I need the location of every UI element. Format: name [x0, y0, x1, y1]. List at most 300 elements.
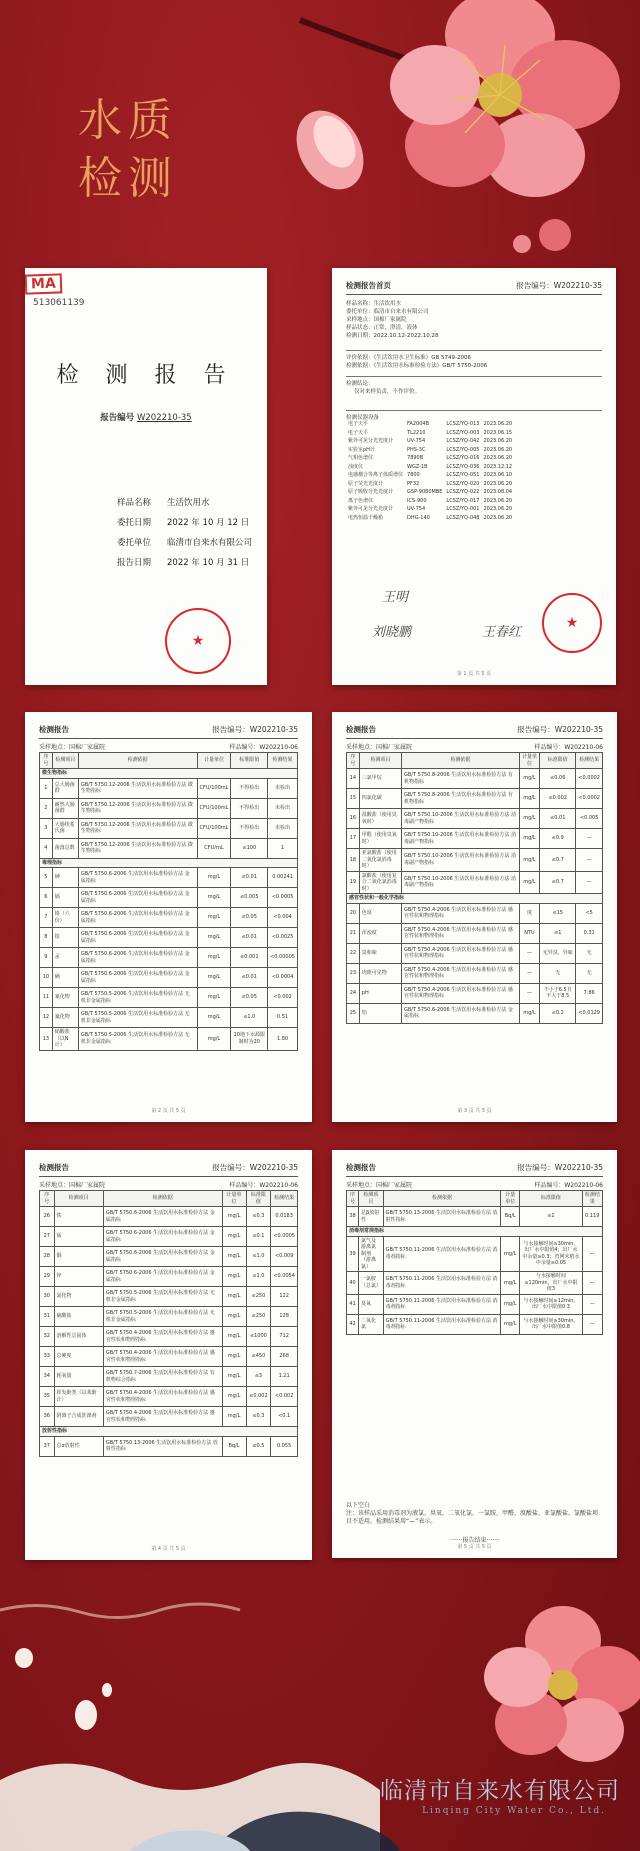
table-header-row	[347, 1191, 603, 1207]
table-cell: 34	[40, 1367, 55, 1387]
table-cell: ≤0.2	[540, 1003, 576, 1023]
results-table	[346, 752, 603, 1024]
table-row	[40, 1227, 298, 1247]
table-cell: CFU/mL	[197, 838, 231, 858]
table-cell: mg/L	[501, 1314, 520, 1334]
table-row	[40, 948, 298, 968]
table-cell: GB/T 5750.6-2006 生活饮用水标准检验方法 金属指标	[78, 928, 197, 948]
table-cell: —	[519, 983, 539, 1003]
instrument-table	[346, 420, 514, 522]
instrument-cell: 7890B	[407, 455, 424, 461]
instrument-cell: PHS-3C	[407, 446, 426, 453]
table-cell: 7.86	[576, 983, 603, 1003]
instrument-cell: 2023.06.20	[483, 446, 513, 453]
column-header: 序号	[347, 1191, 359, 1207]
table-row	[347, 983, 603, 1003]
table-cell: GB/T 5750.4-2006 生活饮用水标准检验方法 感官性状和物理指标	[103, 1407, 222, 1427]
table-row	[40, 778, 298, 798]
table-cell: GB/T 5750.4-2006 生活饮用水标准检验方法 感官性状和物理指标	[103, 1347, 222, 1367]
table-cell: mg/L	[222, 1387, 246, 1407]
title-line-2: 检测	[78, 153, 178, 204]
official-seal: ★	[542, 593, 602, 653]
table-cell: 总大肠菌群	[52, 778, 78, 798]
table-cell: ≤0.01	[231, 868, 268, 888]
instrument-cell: LCSZ/YQ-048	[446, 514, 480, 521]
table-cell: —	[576, 829, 603, 849]
table-cell: 锰	[54, 1227, 103, 1247]
table-cell: 溴酸盐（使用臭氧时）	[359, 809, 401, 829]
official-seal: ★	[165, 608, 231, 674]
table-cell: ≤1.0	[246, 1247, 271, 1267]
instrument-row	[346, 429, 514, 438]
table-cell: 砷	[52, 868, 78, 888]
table-cell: GB/T 5750.6-2006 生活饮用水标准检验方法 金属指标	[78, 948, 197, 968]
table-row	[40, 1028, 298, 1051]
table-cell: 锌	[54, 1267, 103, 1287]
table-cell: GB/T 5750.12-2006 生活饮用水标准检验方法 微生物指标	[78, 818, 197, 838]
table-cell: 总β放射性	[359, 1207, 384, 1227]
table-cell: 氟化物	[52, 1008, 78, 1028]
table-cell: <0.0004	[268, 968, 298, 988]
instrument-cell: 2023.06.20	[483, 506, 513, 512]
table-cell: 10地下水源限制时为20	[231, 1028, 268, 1051]
table-cell: <0.0129	[576, 1003, 603, 1023]
table-cell: ≤450	[246, 1347, 271, 1367]
instrument-cell: 原子荧光光度计	[348, 480, 384, 487]
decorative-dot	[102, 1683, 112, 1697]
table-cell: 26	[40, 1207, 55, 1227]
table-row	[347, 903, 603, 923]
header-title: 检测报告首页	[346, 281, 391, 290]
table-cell: 度	[519, 903, 539, 923]
table-cell: 22	[347, 943, 360, 963]
table-cell: 23	[347, 963, 360, 983]
table-cell: 128	[271, 1307, 298, 1327]
table-cell: ≤0.9	[540, 829, 576, 849]
instrument-cell: 气相色谱仪	[348, 455, 374, 461]
column-header: 检测项目	[52, 753, 78, 769]
instrument-cell: 离子色谱仪	[348, 497, 374, 504]
table-cell: 氯化物	[54, 1287, 103, 1307]
table-cell: mg/L	[197, 888, 231, 908]
table-cell: GB/T 5750.10-2006 生活饮用水标准检验方法 消毒副产物指标	[402, 871, 520, 894]
page-title	[78, 92, 178, 208]
table-cell: GB/T 5750.13-2006 生活饮用水标准检验方法 放射性指标	[383, 1207, 501, 1227]
table-row	[347, 849, 603, 872]
instrument-row	[346, 463, 514, 472]
table-row	[40, 1387, 298, 1407]
table-cell: 大肠埃希氏菌	[52, 818, 78, 838]
table-cell: <0.1	[271, 1407, 298, 1427]
table-row	[347, 1003, 603, 1023]
column-header: 标准限值	[231, 753, 268, 769]
table-cell: 1.80	[268, 1028, 298, 1051]
instrument-row	[346, 454, 514, 463]
results-table	[39, 1190, 298, 1457]
table-cell: GB/T 5750.10-2006 生活饮用水标准检验方法 消毒副产物指标	[402, 809, 520, 829]
table-cell: 11	[40, 988, 53, 1008]
table-cell: 溶解性总固体	[54, 1327, 103, 1347]
instrument-row	[346, 446, 514, 455]
instrument-cell: 2023.06.20	[483, 455, 513, 461]
table-cell: 铁	[54, 1207, 103, 1227]
table-cell: GB/T 5750.6-2006 生活饮用水标准检验方法 金属指标	[103, 1207, 222, 1227]
table-cell: —	[582, 1236, 602, 1272]
table-cell: 10	[40, 968, 53, 988]
table-header-row	[347, 753, 603, 769]
table-cell: mg/L	[501, 1236, 520, 1272]
table-cell: 无异臭、异味	[540, 943, 576, 963]
report-page-3: 检测报告 报告编号：W202210-35 采样地点：国棉厂家属院 样品编号：W202210-06 序号 检测项目 检测依据 计量单位 标准限值 检测结果 14 三氯甲烷 GB/T 5750.8-2006 生活饮用水标准检验方法 有机物指标 mg/L ≤0.06 <0.0002 15 四氯化碳 GB/T 5750.8-2006 生活饮用水标准检验方法 有机物指标 mg/L ≤0.002 <0.0002 16 溴酸盐（使用臭氧时） GB/T 5750.10-2006 生活饮用水标准检验方法 消毒副产物指标 mg/L ≤0.01 <0.005 17 甲醛（使用臭氧时） GB/T 5750.10-2006 生活饮用水标准检验方法 消毒副产物指标 mg/L ≤0.9 — 18 亚氯酸盐（使用二氧化氯消毒时） GB/T 5750.10-2006 生活饮用水标准检验方法 消毒副产物指标 mg/L ≤0.7 — 19 氯酸盐（使用复合二氧化氯消毒时） GB/T 5750.10-2006 生活饮用水标准检验方法 消毒副产物指标 mg/L ≤0.7 — 感官性状和一般化学指标 20 色度 GB/T 5750.4-2006 生活饮用水标准检验方法 感官性状和物理指标 度 ≤15 <5 21 浑浊度 GB/T 5750.4-2006 生活饮用水标准检验方法 感官性状和物理指标 NTU ≤1 0.31 22 臭和味 GB/T 5750.4-2006 生活饮用水标准检验方法 感官性状和物理指标 — 无异臭、异味 无 23 肉眼可见物 GB/T 5750.4-2006 生活饮用水标准检验方法 感官性状和物理指标 — 无 无 24 pH GB/T 5750.4-2006 生活饮用水标准检验方法 感官性状和物理指标 — 不小于6.5且不大于8.5 7.86 25 铝 GB/T 5750.6-2006 生活饮用水标准检验方法 金属指标 mg/L ≤0.2 <0.0129 第 3 页 共 5 页	[332, 712, 617, 1122]
table-cell: 7	[40, 908, 53, 928]
table-row	[40, 988, 298, 1008]
table-cell: 3	[40, 818, 53, 838]
table-cell: mg/L	[222, 1307, 246, 1327]
table-cell: 与水接触时间≥12min，出厂水中限值0.3	[520, 1294, 582, 1314]
table-cell: GB/T 5750.11-2006 生活饮用水标准检验方法 消毒剂指标	[383, 1314, 501, 1334]
table-cell: mg/L	[222, 1227, 246, 1247]
table-cell: ≤0.7	[540, 849, 576, 872]
table-cell: ≤1	[520, 1207, 582, 1227]
table-cell: <0.00005	[268, 948, 298, 968]
table-row	[347, 943, 603, 963]
table-cell: ≤0.01	[231, 928, 268, 948]
cover-report-number: 报告编号 W202210-35	[100, 413, 192, 423]
instrument-cell: 2023.06.20	[483, 514, 513, 521]
table-cell: ≤1000	[246, 1327, 271, 1347]
column-header: 检测结果	[582, 1191, 602, 1207]
basis-line: 评价依据：《生活饮用水卫生标准》GB 5749-2006	[346, 355, 472, 361]
table-row	[40, 868, 298, 888]
table-cell: 38	[347, 1207, 359, 1227]
column-header: 序号	[40, 753, 53, 769]
table-row	[40, 908, 298, 928]
column-header: 检测依据	[78, 753, 197, 769]
page-number: 第 2 页 共 5 页	[151, 1108, 186, 1114]
column-header: 计量单位	[501, 1191, 520, 1207]
table-cell: ≤0.5	[246, 1436, 271, 1456]
instrument-cell: LCSZ/YQ-051	[446, 472, 480, 478]
table-cell: mg/L	[222, 1267, 246, 1287]
cover-field-report-date: 报告日期 2022 年 10 月 31 日	[117, 558, 250, 568]
table-cell: 不得检出	[231, 778, 268, 798]
table-cell: GB/T 5750.10-2006 生活饮用水标准检验方法 消毒副产物指标	[402, 829, 520, 849]
table-cell: ≤0.05	[231, 908, 268, 928]
table-cell: 未检出	[268, 778, 298, 798]
table-cell: 0.0183	[271, 1207, 298, 1227]
table-cell: mg/L	[222, 1407, 246, 1427]
table-cell: mg/L	[519, 769, 539, 789]
table-cell: 0.119	[582, 1207, 602, 1227]
table-cell: <0.002	[271, 1387, 298, 1407]
table-cell: 18	[347, 849, 360, 872]
instrument-cell: 2023.06.20	[483, 497, 513, 504]
table-cell: mg/L	[197, 868, 231, 888]
table-cell: GB/T 5750.11-2006 生活饮用水标准检验方法 消毒剂指标	[383, 1272, 501, 1295]
section-label: 微生物指标	[40, 769, 298, 779]
column-header: 序号	[40, 1191, 55, 1207]
decorative-dot	[75, 1700, 97, 1730]
table-cell: <5	[576, 903, 603, 923]
table-cell: 40	[347, 1272, 359, 1295]
table-cell: 总α放射性	[54, 1436, 103, 1456]
table-cell: 色度	[359, 903, 401, 923]
instrument-cell: 2023.12.12	[483, 463, 513, 470]
table-row	[40, 1407, 298, 1427]
decorative-dot	[15, 1648, 33, 1668]
instrument-cell: 浊度仪	[348, 463, 364, 470]
instrument-cell: LCSZ/YQ-036	[446, 463, 480, 470]
table-cell: 氯气及游离氯制剂（游离氯）	[359, 1236, 384, 1272]
table-cell: 6	[40, 888, 53, 908]
instrument-cell: 2023.06.20	[483, 480, 513, 487]
bottom-plum-blossom	[478, 1600, 640, 1770]
table-cell: —	[582, 1294, 602, 1314]
instrument-cell: LCSZ/YQ-022	[446, 489, 480, 495]
instrument-cell: 紫外可见分光光度计	[348, 438, 394, 444]
table-row	[40, 1247, 298, 1267]
footer-company-name: 临清市自来水有限公司	[380, 1778, 620, 1804]
table-cell: GB/T 5750.5-2006 生活饮用水标准检验方法 无机非金属指标	[103, 1307, 222, 1327]
column-header: 检测依据	[402, 753, 520, 769]
report-first-page	[332, 268, 616, 685]
instrument-cell: 2023.06.20	[483, 421, 513, 427]
table-cell: 臭氧	[359, 1294, 384, 1314]
table-row	[347, 769, 603, 789]
table-cell: 无	[540, 963, 576, 983]
table-row	[347, 1272, 603, 1295]
instrument-row	[346, 514, 514, 523]
table-cell: 13	[40, 1028, 53, 1051]
table-cell: <0.0002	[576, 789, 603, 809]
table-cell: 不得检出	[231, 818, 268, 838]
table-cell: —	[519, 943, 539, 963]
instrument-cell: 电感耦合等离子体质谱仪	[348, 472, 404, 478]
section-label: 感官性状和一般化学指标	[347, 894, 603, 904]
section-label: 放射性指标	[40, 1427, 298, 1437]
table-cell: 与水接触时间≥30min，出厂水中限值4；出厂水中余量≥0.3；管网末梢水中余量≥0.05	[520, 1236, 582, 1272]
report-cover-page	[25, 268, 267, 685]
table-cell: <0.0025	[268, 928, 298, 948]
table-cell: 122	[271, 1287, 298, 1307]
table-cell: 0.00241	[268, 868, 298, 888]
table-cell: GB/T 5750.4-2006 生活饮用水标准检验方法 感官性状和物理指标	[103, 1387, 222, 1407]
first-page-conclusion: 检测结论： 仅对来样负责，不作评价。	[346, 376, 602, 396]
table-cell: mg/L	[222, 1327, 246, 1347]
table-cell: 耐热大肠菌群	[52, 798, 78, 818]
instrument-cell: LCSZ/YQ-003	[446, 429, 480, 436]
table-row	[40, 928, 298, 948]
table-cell: ≤1	[540, 923, 576, 943]
instrument-cell: LCSZ/YQ-020	[446, 480, 480, 487]
table-cell: GB/T 5750.6-2006 生活饮用水标准检验方法 金属指标	[402, 1003, 520, 1023]
cover-field-entrust-date: 委托日期 2022 年 10 月 12 日	[117, 518, 250, 528]
section-label: 毒理指标	[40, 858, 298, 868]
table-row	[347, 923, 603, 943]
table-cell: mg/L	[519, 849, 539, 872]
table-row	[40, 1307, 298, 1327]
table-cell: 32	[40, 1327, 55, 1347]
instrument-cell: LCSZ/YQ-016	[446, 455, 480, 461]
table-cell: 二氧化氯	[359, 1314, 384, 1334]
instrument-cell: UV-754	[407, 506, 426, 512]
table-cell: mg/L	[501, 1272, 520, 1295]
table-cell: ≤0.002	[246, 1387, 271, 1407]
section-row	[40, 1427, 298, 1437]
instrument-cell: WGZ-1B	[407, 463, 428, 470]
table-cell: Bq/L	[501, 1207, 520, 1227]
instrument-cell: UV-754	[407, 438, 426, 444]
table-cell: 21	[347, 923, 360, 943]
table-cell: 亚氯酸盐（使用二氧化氯消毒时）	[359, 849, 401, 872]
table-cell: 硫酸盐	[54, 1307, 103, 1327]
table-cell: GB/T 5750.6-2006 生活饮用水标准检验方法 金属指标	[103, 1267, 222, 1287]
page-number: 第 1 页 共 5 页	[456, 671, 492, 677]
table-cell: mg/L	[197, 908, 231, 928]
table-cell: 未检出	[268, 798, 298, 818]
table-cell: mg/L	[519, 809, 539, 829]
table-cell: 三氯甲烷	[359, 769, 401, 789]
table-cell: 与水接触时间≥30min，出厂水中限值0.8	[520, 1314, 582, 1334]
table-cell: ≤0.06	[540, 769, 576, 789]
table-cell: GB/T 5750.11-2006 生活饮用水标准检验方法 消毒剂指标	[383, 1236, 501, 1272]
table-cell: 20	[347, 903, 360, 923]
table-row	[347, 1294, 603, 1314]
table-cell: mg/L	[222, 1207, 246, 1227]
table-cell: ≤0.01	[540, 809, 576, 829]
table-cell: —	[576, 849, 603, 872]
table-cell: ≤0.005	[231, 888, 268, 908]
info-line: 检测日期：2022.10.12-2022.10.28	[346, 333, 439, 339]
table-row	[40, 818, 298, 838]
table-row	[40, 968, 298, 988]
table-cell: 31	[40, 1307, 55, 1327]
table-cell: 氰化物	[52, 988, 78, 1008]
table-cell: 29	[40, 1267, 55, 1287]
table-cell: 总硬度	[54, 1347, 103, 1367]
table-row	[347, 1314, 603, 1334]
table-cell: 268	[271, 1347, 298, 1367]
table-row	[40, 888, 298, 908]
table-cell: 无	[576, 963, 603, 983]
table-cell: 甲醛（使用臭氧时）	[359, 829, 401, 849]
table-row	[347, 789, 603, 809]
instrument-cell: LCSZ/YQ-005	[446, 446, 480, 453]
table-cell: 镉	[52, 888, 78, 908]
table-cell: 四氯化碳	[359, 789, 401, 809]
table-cell: mg/L	[197, 988, 231, 1008]
table-cell: 12	[40, 1008, 53, 1028]
table-cell: 铝	[359, 1003, 401, 1023]
instrument-cell: LCSZ/YQ-017	[446, 497, 480, 504]
table-cell: 2	[40, 798, 53, 818]
table-row	[40, 1267, 298, 1287]
table-cell: 15	[347, 789, 360, 809]
table-cell: ≤15	[540, 903, 576, 923]
table-cell: mg/L	[519, 871, 539, 894]
instrument-cell: ICS-900	[407, 497, 427, 504]
column-header: 检测依据	[103, 1191, 222, 1207]
table-cell: GB/T 5750.4-2006 生活饮用水标准检验方法 感官性状和物理指标	[402, 923, 520, 943]
table-cell: —	[576, 871, 603, 894]
report-end: ·······报告结束·······	[449, 1537, 500, 1544]
instrument-cell: TL2210	[407, 429, 426, 436]
table-cell: 无	[576, 943, 603, 963]
table-cell: 30	[40, 1287, 55, 1307]
signature-2: 刘晓鹏	[372, 625, 412, 640]
instrument-cell: GSP-9080MBE	[407, 489, 443, 495]
table-cell: 37	[40, 1436, 55, 1456]
header-report-no: 报告编号：W202210-35	[516, 281, 602, 290]
table-cell: mg/L	[519, 829, 539, 849]
table-cell: GB/T 5750.6-2006 生活饮用水标准检验方法 金属指标	[78, 968, 197, 988]
column-header: 标准限值	[520, 1191, 582, 1207]
table-cell: 硝酸盐（以N计）	[52, 1028, 78, 1051]
table-cell: 铬（六价）	[52, 908, 78, 928]
signature-3: 王春红	[482, 625, 522, 640]
table-cell: GB/T 5750.5-2006 生活饮用水标准检验方法 无机非金属指标	[78, 1008, 197, 1028]
column-header: 标准限值	[246, 1191, 271, 1207]
table-cell: mg/L	[222, 1347, 246, 1367]
table-cell: GB/T 5750.10-2006 生活饮用水标准检验方法 消毒副产物指标	[402, 849, 520, 872]
table-cell: GB/T 5750.6-2006 生活饮用水标准检验方法 金属指标	[78, 868, 197, 888]
table-row	[40, 1008, 298, 1028]
table-cell: 712	[271, 1327, 298, 1347]
table-cell: 0.055	[271, 1436, 298, 1456]
instrument-cell: LCSZ/YQ-042	[446, 438, 480, 444]
results-table	[346, 1190, 603, 1335]
section-row	[40, 769, 298, 779]
table-cell: 27	[40, 1227, 55, 1247]
instrument-cell: DHG-140	[407, 514, 430, 521]
info-line: 样品状态：正常，澄清，液体	[346, 325, 418, 331]
table-cell: 铅	[52, 928, 78, 948]
table-cell: mg/L	[519, 789, 539, 809]
column-header: 标准限值	[540, 753, 576, 769]
table-cell: 4	[40, 838, 53, 858]
table-cell: mg/L	[222, 1367, 246, 1387]
table-cell: GB/T 5750.12-2006 生活饮用水标准检验方法 微生物指标	[78, 778, 197, 798]
column-header: 检测项目	[359, 1191, 384, 1207]
instrument-row	[346, 480, 514, 489]
table-cell: —	[519, 963, 539, 983]
report-page-4: 检测报告 报告编号：W202210-35 采样地点：国棉厂家属院 样品编号：W202210-06 序号 检测项目 检测依据 计量单位 标准限值 检测结果 26 铁 GB/T 5750.6-2006 生活饮用水标准检验方法 金属指标 mg/L ≤0.3 0.0183 27 锰 GB/T 5750.6-2006 生活饮用水标准检验方法 金属指标 mg/L ≤0.1 <0.0005 28 铜 GB/T 5750.6-2006 生活饮用水标准检验方法 金属指标 mg/L ≤1.0 <0.009 29 锌 GB/T 5750.6-2006 生活饮用水标准检验方法 金属指标 mg/L ≤1.0 <0.0054 30 氯化物 GB/T 5750.5-2006 生活饮用水标准检验方法 无机非金属指标 mg/L ≤250 122 31 硫酸盐 GB/T 5750.5-2006 生活饮用水标准检验方法 无机非金属指标 mg/L ≤250 128 32 溶解性总固体 GB/T 5750.4-2006 生活饮用水标准检验方法 感官性状和物理指标 mg/L ≤1000 712 33 总硬度 GB/T 5750.4-2006 生活饮用水标准检验方法 感官性状和物理指标 mg/L ≤450 268 34 耗氧量 GB/T 5750.7-2006 生活饮用水标准检验方法 有机物综合指标 mg/L ≤3 1.21 35 挥发酚类（以苯酚计） GB/T 5750.4-2006 生活饮用水标准检验方法 感官性状和物理指标 mg/L ≤0.002 <0.002 36 阴离子合成洗涤剂 GB/T 5750.4-2006 生活饮用水标准检验方法 感官性状和物理指标 mg/L ≤0.3 <0.1 放射性指标 37 总α放射性 GB/T 5750.13-2006 生活饮用水标准检验方法 放射性指标 Bq/L ≤0.5 0.055 第 4 页 共 5 页	[25, 1150, 312, 1560]
instrument-title: 检测仪器设备	[346, 410, 602, 421]
table-cell: 1.21	[271, 1367, 298, 1387]
table-cell: GB/T 5750.8-2006 生活饮用水标准检验方法 有机物指标	[402, 789, 520, 809]
table-cell: <0.005	[576, 809, 603, 829]
table-cell: ≤0.05	[231, 988, 268, 1008]
table-cell: mg/L	[197, 1008, 231, 1028]
table-cell: 36	[40, 1407, 55, 1427]
cma-stamp: MA	[25, 273, 62, 294]
page-number: 第 5 页 共 5 页	[457, 1544, 492, 1550]
table-cell: 1	[40, 778, 53, 798]
instrument-cell: LCSZ/YQ-013	[446, 421, 480, 427]
table-cell: <0.0002	[576, 769, 603, 789]
cover-field-client: 委托单位 临清市自来水有限公司	[117, 538, 253, 548]
instrument-cell: 2023.06.20	[483, 438, 513, 444]
table-cell: GB/T 5750.6-2006 生活饮用水标准检验方法 金属指标	[78, 908, 197, 928]
table-cell: 33	[40, 1347, 55, 1367]
section-row	[347, 1227, 603, 1237]
table-row	[40, 838, 298, 858]
first-page-info	[346, 300, 602, 340]
column-header: 检测依据	[383, 1191, 501, 1207]
table-cell: 16	[347, 809, 360, 829]
table-header-row	[40, 1191, 298, 1207]
table-cell: mg/L	[197, 948, 231, 968]
